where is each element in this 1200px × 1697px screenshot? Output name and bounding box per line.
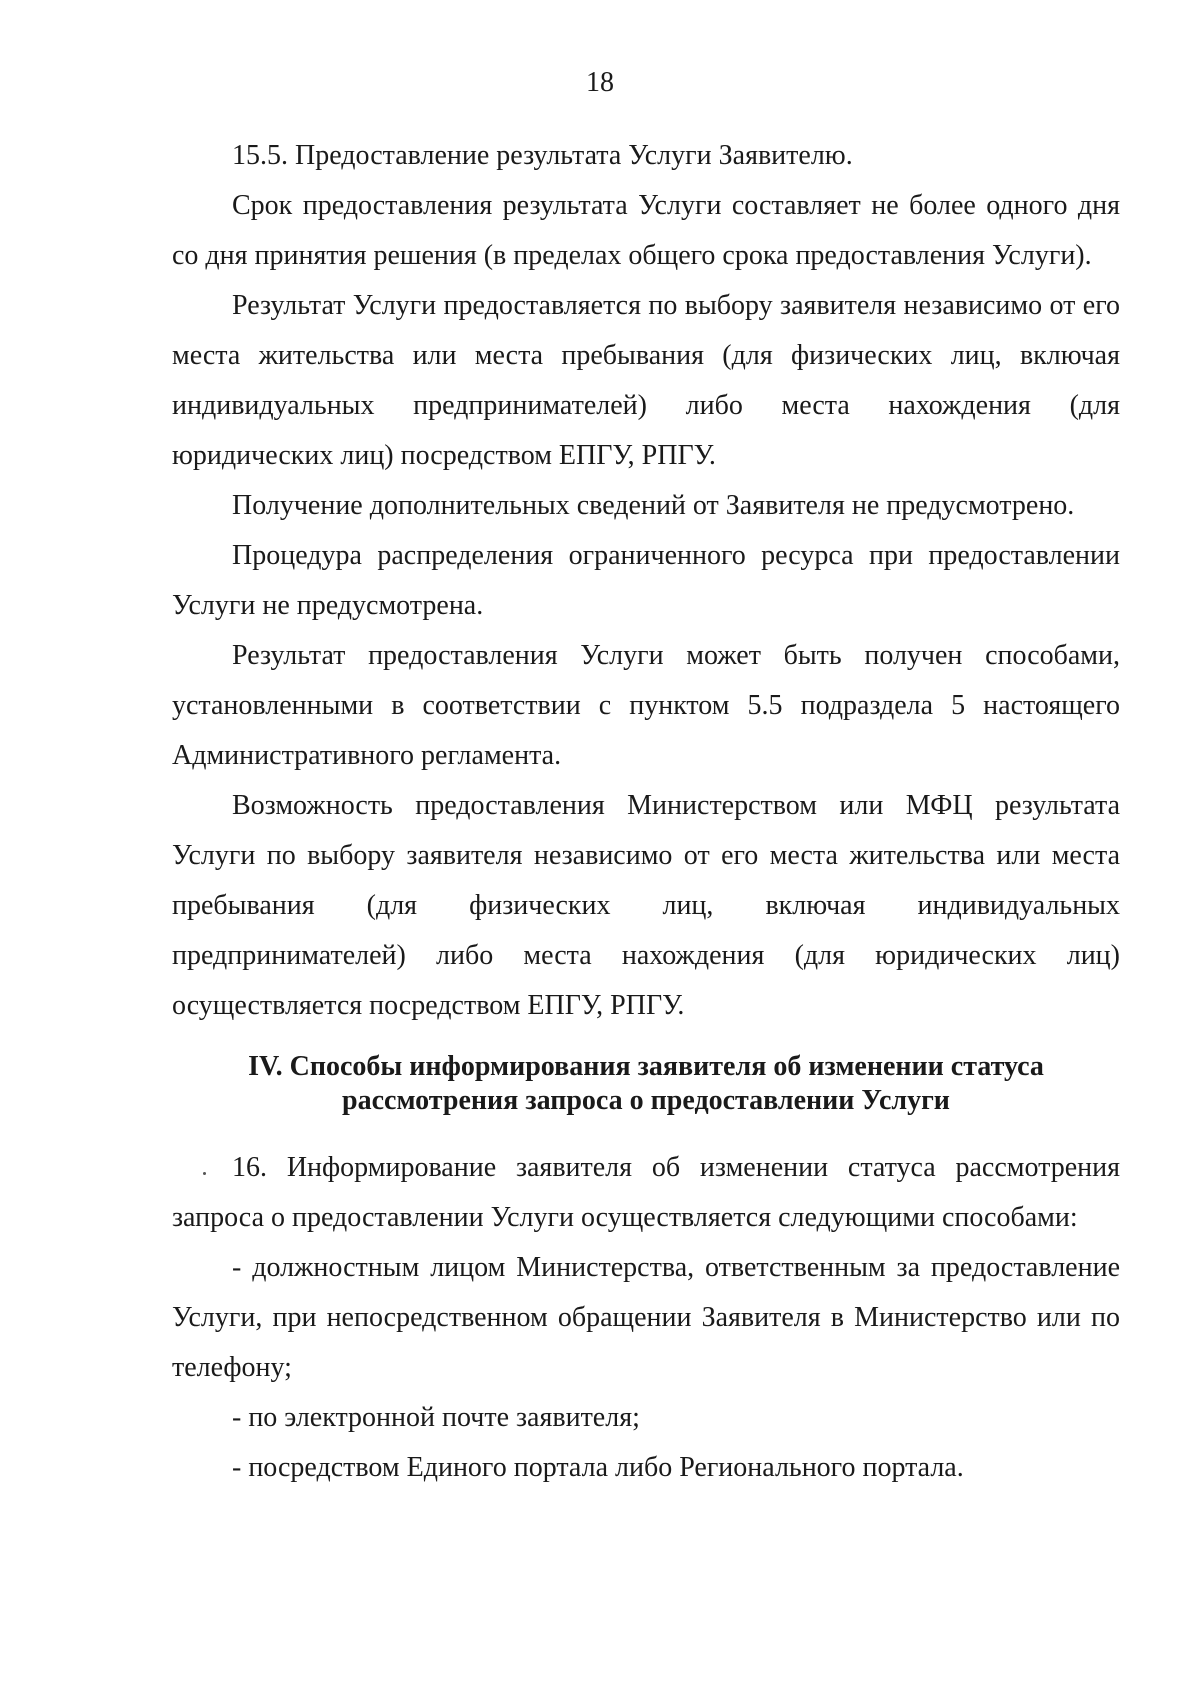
paragraph-no-extra-info: Получение дополнительных сведений от Заявителя не предусмотрено. <box>232 490 1075 521</box>
section-iv-heading-line2: рассмотрения запроса о предоставлении Услуги <box>342 1085 950 1116</box>
paragraph-result-term: Срок предоставления результата Услуги составляет не более одного дня со дня принятия решения (в пределах общего срока предоставления Услуги). <box>172 190 1120 271</box>
section-iv-body <box>172 1143 1120 1493</box>
paragraph-result-methods: Результат предоставления Услуги может быть получен способами, установленными в соответствии с пунктом 5.5 подраздела 5 настоящего Административного регламента. <box>172 640 1120 771</box>
paragraph-result-by-choice: Результат Услуги предоставляется по выбору заявителя независимо от его места жительства или места пребывания (для физических лиц, включая индивидуальных предпринимателей) либо места нахождения (для юридических лиц) посредством ЕПГУ, РПГУ. <box>172 290 1120 471</box>
section-iv-heading-line1: IV. Способы информирования заявителя об изменении статуса <box>248 1051 1044 1082</box>
list-item-email: - по электронной почте заявителя; <box>232 1402 640 1433</box>
section-15-5 <box>172 131 1120 1031</box>
paragraph-16: 16. Информирование заявителя об изменении статуса рассмотрения запроса о предоставлении Услуги осуществляется следующими способами: <box>172 1152 1120 1233</box>
paragraph-resource-distribution: Процедура распределения ограниченного ресурса при предоставлении Услуги не предусмотрена. <box>172 540 1120 621</box>
section-15-5-title: 15.5. Предоставление результата Услуги Заявителю. <box>232 140 853 171</box>
list-item-portal: - посредством Единого портала либо Регионального портала. <box>232 1452 964 1483</box>
list-item-official: - должностным лицом Министерства, ответственным за предоставление Услуги, при непосредственном обращении Заявителя в Министерство или по телефону; <box>172 1252 1120 1383</box>
paragraph-result-possibility: Возможность предоставления Министерством или МФЦ результата Услуги по выбору заявителя независимо от его места жительства или места пребывания (для физических лиц, включая индивидуальных предпринимателей) либо места нахождения (для юридических лиц) осуществляется посредством ЕПГУ, РПГУ. <box>172 790 1120 1021</box>
section-iv-heading <box>172 1050 1120 1118</box>
page-number: 18 <box>586 67 614 98</box>
